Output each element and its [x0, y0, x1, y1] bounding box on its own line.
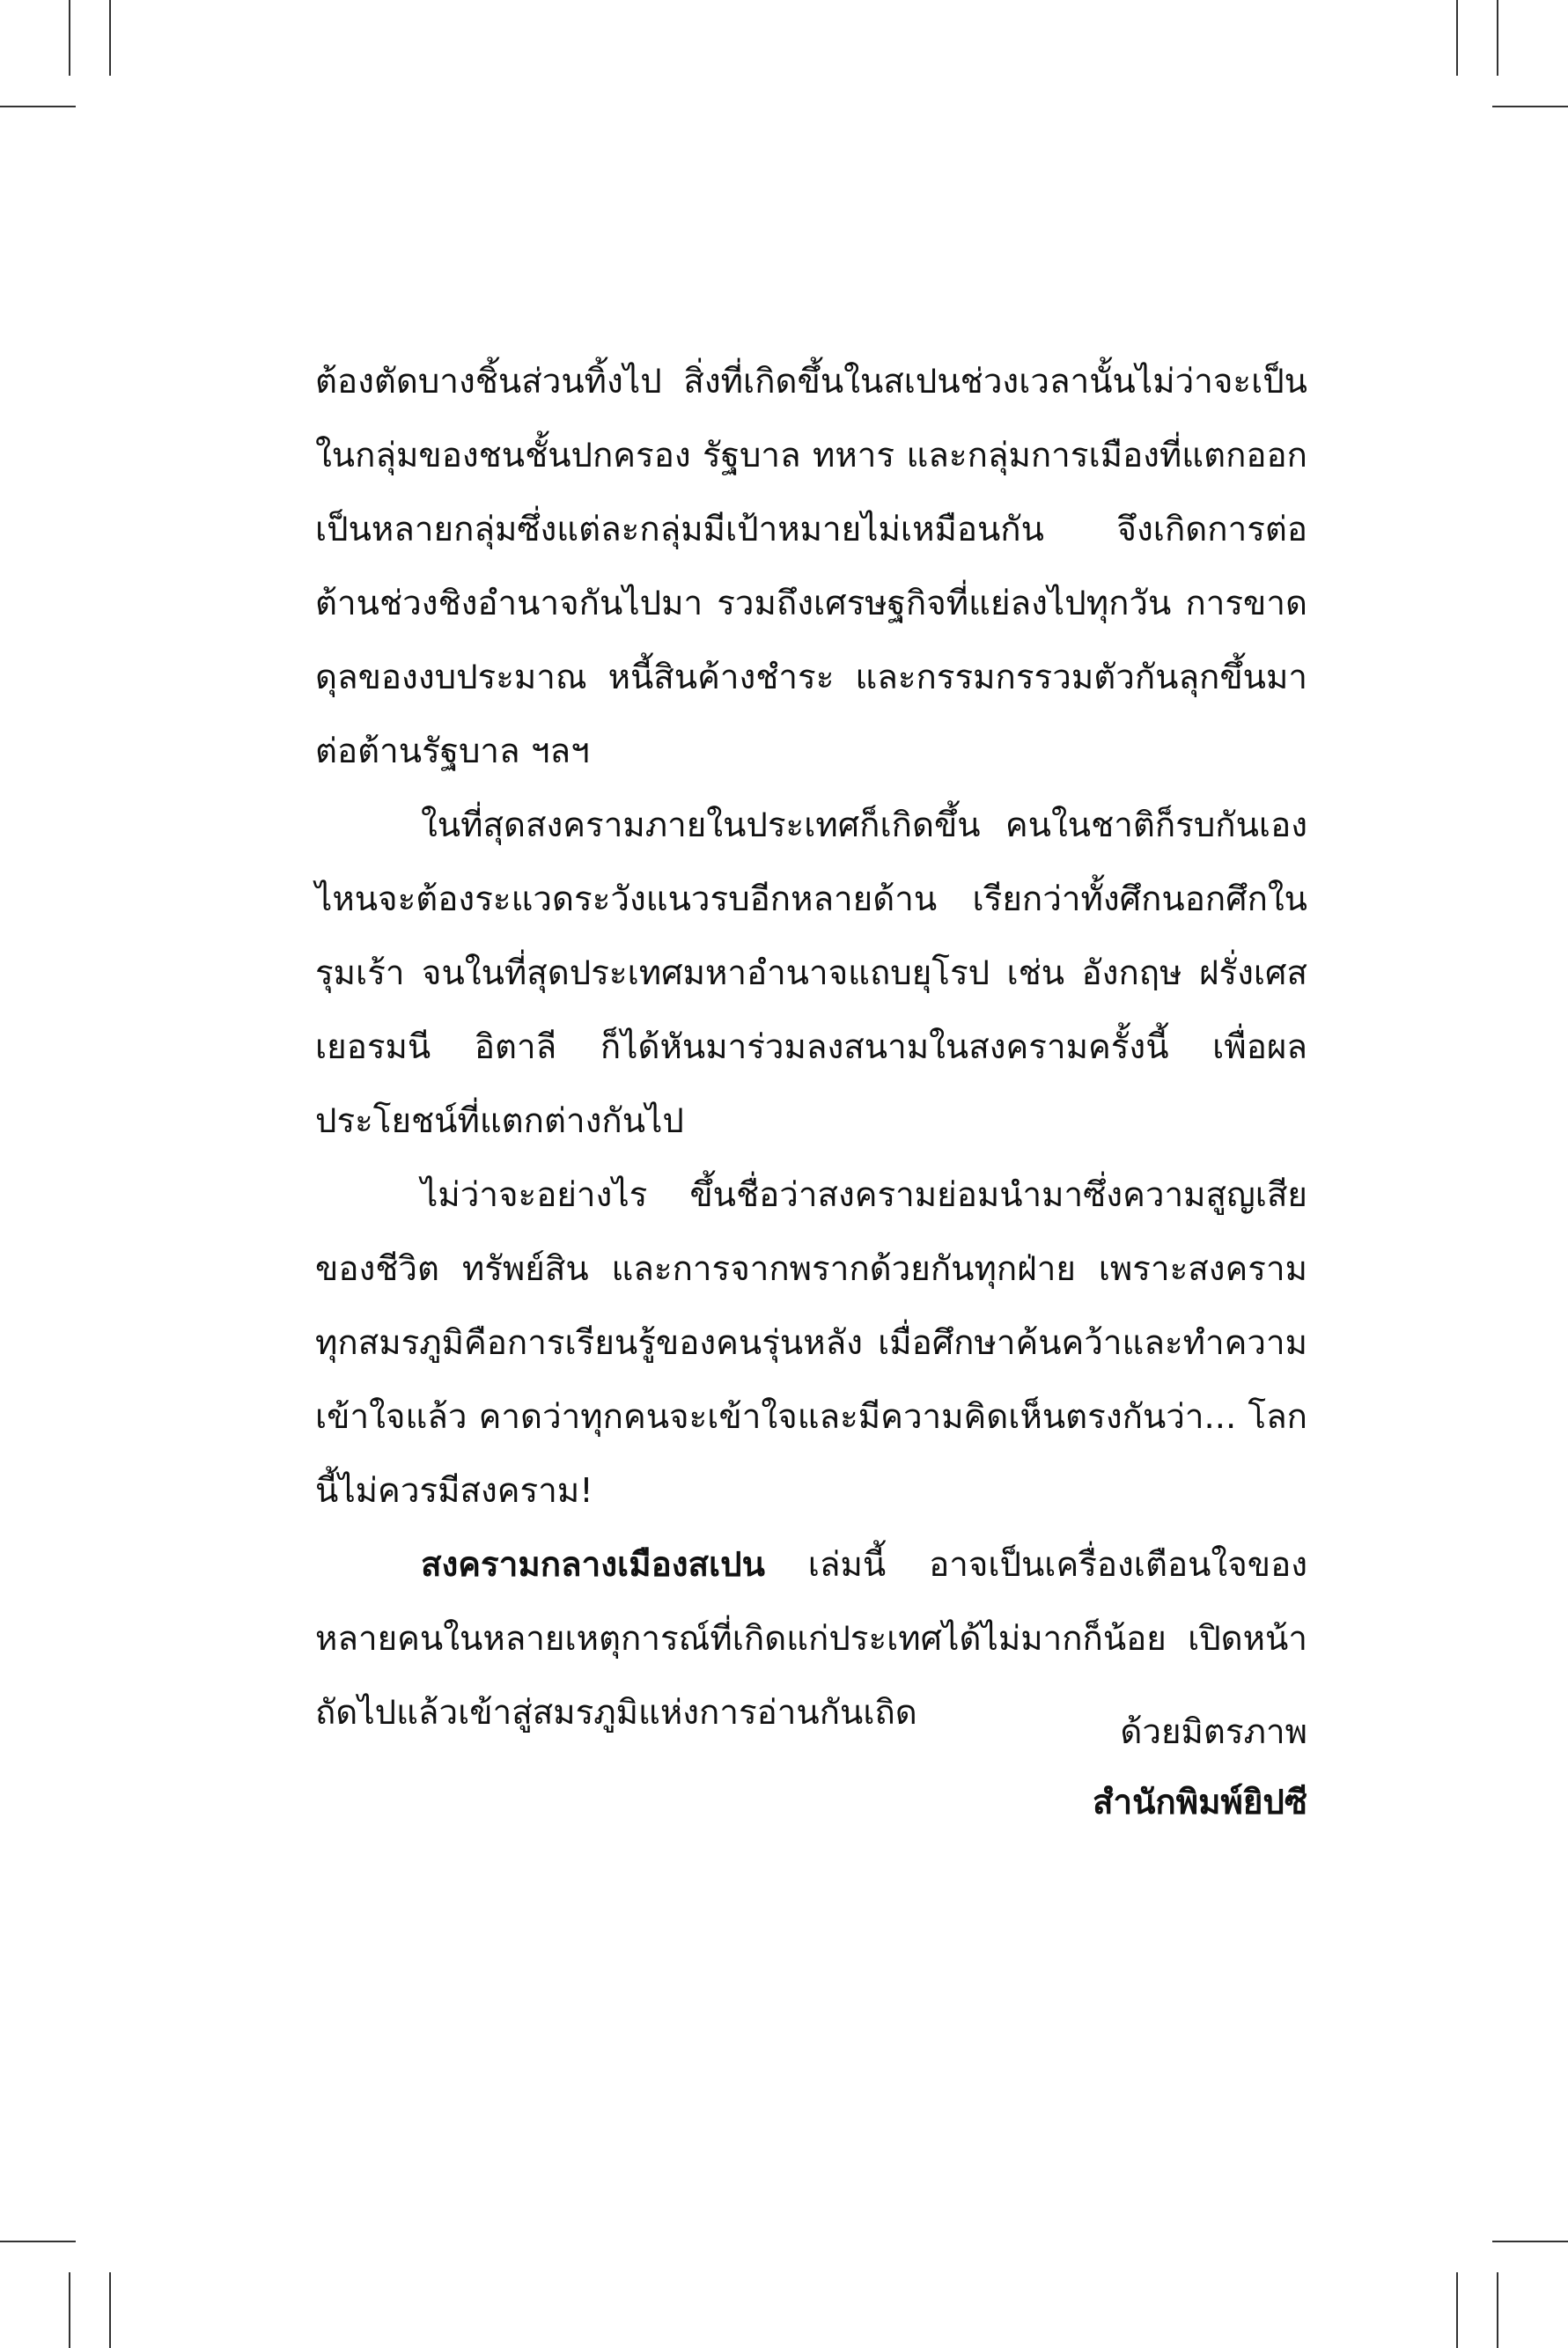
crop-mark-top-left-horizontal — [0, 106, 76, 107]
crop-mark-top-left-vertical-outer — [69, 0, 70, 76]
crop-mark-bottom-left-vertical-inner — [109, 2272, 111, 2348]
crop-mark-bottom-left-horizontal — [0, 2241, 76, 2242]
paragraph-loss-of-war: ไม่ว่าจะอย่างไร ขึ้นชื่อว่าสงครามย่อมนำมาซึ่งความสูญเสียของชีวิต ทรัพย์สิน และการจากพรากด้วยกันทุกฝ่าย เพราะสงครามทุกสมรภูมิคือการเรียนรู้ของคนรุ่นหลัง เมื่อศึกษาค้นคว้าและทำความเข้าใจแล้ว คาดว่าทุกคนจะเข้าใจและมีความคิดเห็นตรงกันว่า... โลกนี้ไม่ควรมีสงคราม! — [315, 1175, 1307, 1511]
paragraph-civil-war: ในที่สุดสงครามภายในประเทศก็เกิดขึ้น คนในชาติก็รบกันเองไหนจะต้องระแวดระวังแนวรบอีกหลายด้าน เรียกว่าทั้งศึกนอกศึกในรุมเร้า จนในที่สุดประเทศมหาอำนาจแถบยุโรป เช่น อังกฤษ ฝรั่งเศส เยอรมนี อิตาลี ก็ได้หันมาร่วมลงสนามในสงครามครั้งนี้ เพื่อผลประโยชน์ที่แตกต่างกันไป — [315, 806, 1307, 1141]
crop-mark-top-left-vertical-inner — [109, 0, 111, 76]
paragraph-intro-continuation: ต้องตัดบางชิ้นส่วนทิ้งไป สิ่งที่เกิดขึ้นในสเปนช่วงเวลานั้นไม่ว่าจะเป็นในกลุ่มของชนชั้นปกครอง รัฐบาล ทหาร และกลุ่มการเมืองที่แตกออกเป็นหลายกลุ่มซึ่งแต่ละกลุ่มมีเป้าหมายไม่เหมือนกัน จึงเกิดการต่อต้านช่วงชิงอำนาจกันไปมา รวมถึงเศรษฐกิจที่แย่ลงไปทุกวัน การขาดดุลของงบประมาณ หนี้สินค้างชำระ และกรรมกรรวมตัวกันลุกขึ้นมาต่อต้านรัฐบาล ฯลฯ — [315, 362, 1307, 771]
crop-mark-top-right-vertical-inner — [1456, 0, 1458, 76]
publisher-name: สำนักพิมพ์ยิปซี — [1092, 1783, 1307, 1822]
crop-mark-bottom-right-vertical-inner — [1456, 2272, 1458, 2348]
book-title-emphasis: สงครามกลางเมืองสเปน — [421, 1545, 765, 1585]
crop-mark-top-right-vertical-outer — [1497, 0, 1498, 76]
crop-mark-bottom-left-vertical-outer — [69, 2272, 70, 2348]
book-note-text: เล่มนี้ อาจเป็นเครื่องเตือนใจของหลายคนในหลายเหตุการณ์ที่เกิดแก่ประเทศได้ไม่มากก็น้อย เปิดหน้าถัดไปแล้วเข้าสู่สมรภูมิแห่งการอ่านกันเถิด — [315, 1545, 1307, 1733]
closing-block — [1093, 1697, 1307, 1838]
closing-salutation: ด้วยมิตรภาพ — [1120, 1712, 1307, 1752]
body-text — [315, 345, 1307, 1750]
crop-mark-bottom-right-horizontal — [1492, 2241, 1568, 2242]
crop-mark-bottom-right-vertical-outer — [1497, 2272, 1498, 2348]
crop-mark-top-right-horizontal — [1492, 106, 1568, 107]
